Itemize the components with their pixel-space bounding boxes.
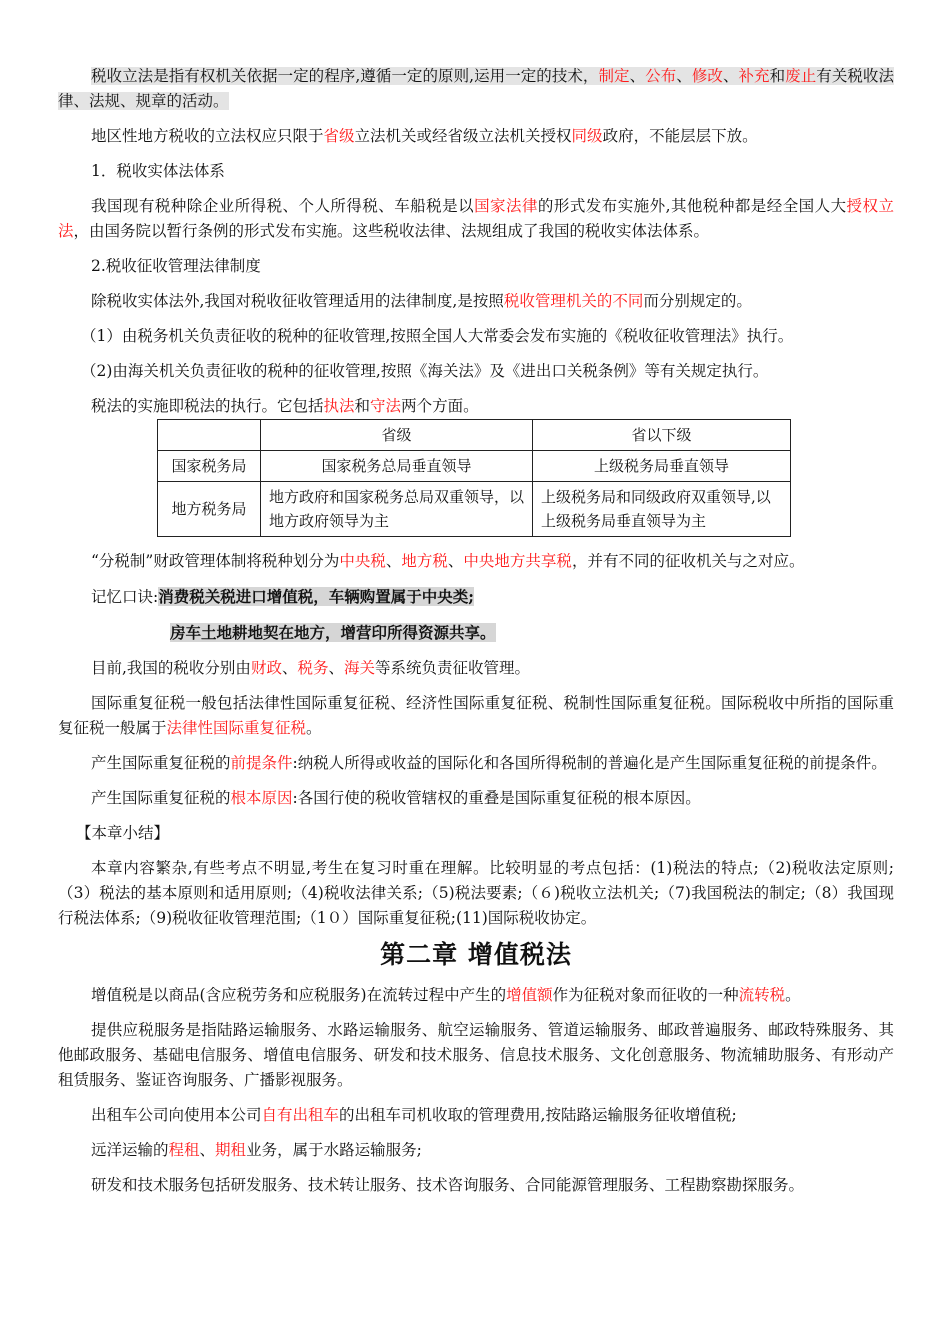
table-row: [158, 482, 791, 537]
table-cell: 国家税务局: [158, 451, 261, 482]
paragraph-tax-authority-collection: （1）由税务机关负责征收的税种的征收管理,按照全国人大常委会发布实施的《税收征收管理法》执行。: [81, 327, 794, 345]
paragraph-rd-services: 研发和技术服务包括研发服务、技术转让服务、技术咨询服务、合同能源管理服务、工程勘察勘探服务。: [91, 1176, 805, 1194]
paragraph-local-legislation: 地区性地方税收的立法权应只限于省级立法机关或经省级立法机关授权同级政府，不能层层下放。: [91, 127, 758, 145]
paragraph-mnemonic-line2: 房车土地耕地契在地方，增营印所得资源共享。: [170, 623, 496, 642]
table-header-cell: [158, 420, 261, 451]
paragraph-law-enforcement: 税法的实施即税法的执行。它包括执法和守法两个方面。: [91, 397, 479, 415]
table-cell: 上级税务局和同级政府双重领导,以上级税务局垂直领导为主: [533, 482, 791, 537]
paragraph-chapter-summary: 本章内容繁杂,有些考点不明显,考生在复习时重在理解。比较明显的考点包括：(1)税法的特点;（2)税收法定原则;（3）税法的基本原则和适用原则;（4)税收法律关系;（5)税法要素;（６)税收立法机关;（7)我国税法的制定;（8）我国现行税法体系;（9)税收征收管理范围;（1０）国际重复征税;(11)国际税收协定。: [58, 859, 894, 927]
paragraph-taxable-services: 提供应税服务是指陆路运输服务、水路运输服务、航空运输服务、管道运输服务、邮政普遍服务、邮政特殊服务、其他邮政服务、基础电信服务、增值电信服务、研发和技术服务、信息技术服务、文化创意服务、物流辅助服务、有形动产租赁服务、鉴证咨询服务、广播影视服务。: [58, 1021, 894, 1089]
document-page: [58, 58, 894, 1198]
paragraph-collection-law: 除税收实体法外,我国对税收征收管理适用的法律制度,是按照税收管理机关的不同而分别规定的。: [91, 292, 752, 310]
table-row: [158, 451, 791, 482]
paragraph-substantive-law: 我国现有税种除企业所得税、个人所得税、车船税是以国家法律的形式发布实施外,其他税种都是经全国人大授权立法，由国务院以暂行条例的形式发布实施。这些税收法律、法规组成了我国的税收实体法体系。: [58, 197, 894, 240]
paragraph-tax-legislation: 税收立法是指有权机关依据一定的程序,遵循一定的原则,运用一定的技术，制定、公布、修改、补充和废止有关税收法律、法规、规章的活动。: [58, 67, 894, 110]
table-cell: 地方税务局: [158, 482, 261, 537]
table-cell: 国家税务总局垂直领导: [261, 451, 533, 482]
table-header-cell: 省以下级: [533, 420, 791, 451]
paragraph-vat-definition: 增值税是以商品(含应税劳务和应税服务)在流转过程中产生的增值额作为征税对象而征收的一种流转税。: [91, 986, 801, 1004]
table-header-cell: 省级: [261, 420, 533, 451]
paragraph-customs-collection: （2)由海关机关负责征收的税种的征收管理,按照《海关法》及《进出口关税条例》等有关规定执行。: [81, 362, 769, 380]
chapter-title: 第二章 增值税法: [380, 940, 572, 969]
paragraph-root-cause: 产生国际重复征税的根本原因:各国行使的税收管辖权的重叠是国际重复征税的根本原因。: [91, 789, 701, 807]
table-header-row: [158, 420, 791, 451]
paragraph-ocean-transport: 远洋运输的程租、期租业务，属于水路运输服务;: [91, 1141, 422, 1159]
heading-chapter-summary: 【本章小结】: [76, 824, 170, 842]
table-cell: 上级税务局垂直领导: [533, 451, 791, 482]
paragraph-precondition: 产生国际重复征税的前提条件:纳税人所得或收益的国际化和各国所得税制的普遍化是产生国际重复征税的前提条件。: [91, 754, 887, 772]
paragraph-double-taxation: 国际重复征税一般包括法律性国际重复征税、经济性国际重复征税、税制性国际重复征税。国际税收中所指的国际重复征税一般属于法律性国际重复征税。: [58, 694, 894, 737]
paragraph-taxi-company: 出租车公司向使用本公司自有出租车的出租车司机收取的管理费用,按陆路运输服务征收增值税;: [91, 1106, 737, 1124]
paragraph-collection-systems: 目前,我国的税收分别由财政、税务、海关等系统负责征收管理。: [91, 659, 531, 677]
paragraph-tax-sharing-system: “分税制”财政管理体制将税种划分为中央税、地方税、中央地方共享税，并有不同的征收机关与之对应。: [91, 552, 805, 570]
paragraph-mnemonic: 记忆口诀:消费税关税进口增值税，车辆购置属于中央类;: [91, 587, 474, 606]
heading-collection-law: 2.税收征收管理法律制度: [91, 257, 261, 275]
heading-substantive-law: 1．税收实体法体系: [91, 162, 225, 180]
table-cell: 地方政府和国家税务总局双重领导，以地方政府领导为主: [261, 482, 533, 537]
tax-bureau-table: [157, 419, 791, 537]
